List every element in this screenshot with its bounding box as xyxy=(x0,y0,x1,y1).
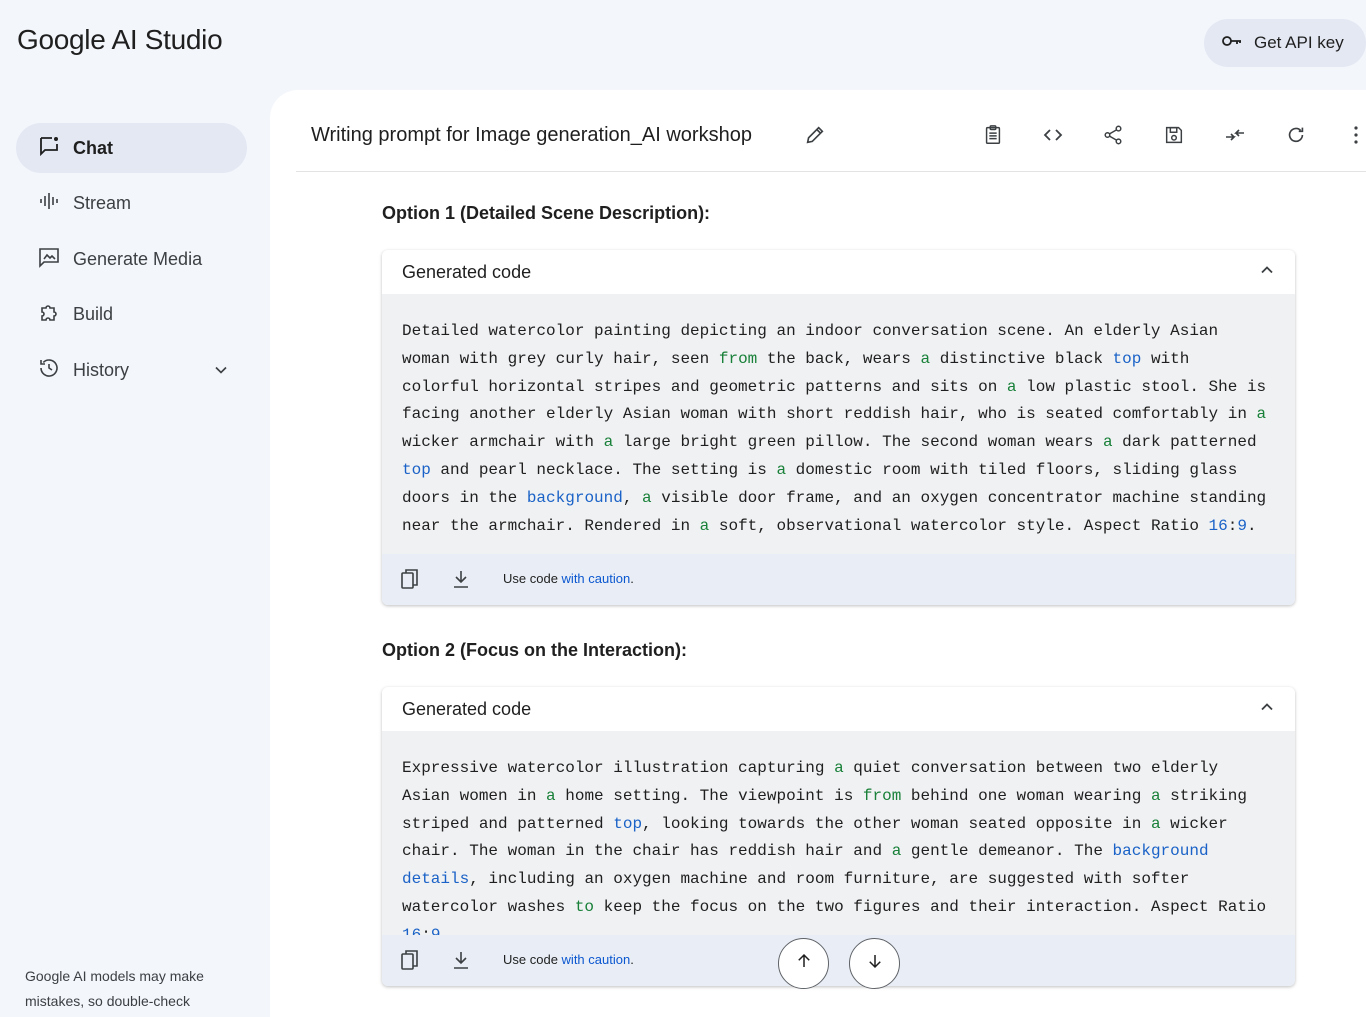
option1-heading: Option 1 (Detailed Scene Description): xyxy=(382,203,711,223)
compare-icon[interactable] xyxy=(1223,123,1247,147)
code-keyword: a xyxy=(1102,433,1113,452)
code-text: wicker armchair with xyxy=(402,433,604,452)
code-keyword: from xyxy=(862,786,902,805)
code-keyword: a xyxy=(891,842,902,861)
code-text: wicker chair. The woman in the chair has reddish hair and xyxy=(402,814,1228,861)
page-title: Writing prompt for Image generation_AI workshop xyxy=(311,124,752,146)
download-icon[interactable] xyxy=(451,568,471,595)
logo-product: AI Studio xyxy=(111,24,223,55)
code-keyword: a xyxy=(699,516,710,535)
sidebar-item-label: Chat xyxy=(73,137,113,158)
code-keyword: a xyxy=(920,349,931,368)
copy-icon[interactable] xyxy=(400,568,420,595)
code-text: gentle demeanor. The xyxy=(901,842,1113,861)
code-text: Expressive watercolor illustration capturing xyxy=(402,759,835,777)
code-text: domestic room with tiled floors, sliding glass doors in the xyxy=(402,460,1238,507)
code-card-footer xyxy=(382,554,1295,605)
code-keyword: a xyxy=(776,460,787,479)
download-icon[interactable] xyxy=(451,949,471,976)
code-text: striking striped and patterned xyxy=(402,786,1247,833)
chevron-up-icon[interactable] xyxy=(1257,260,1277,285)
code-literal: details xyxy=(402,870,470,889)
sidebar-item-label: Generate Media xyxy=(73,248,203,269)
clipboard-icon[interactable] xyxy=(981,123,1005,147)
code-text: behind one woman wearing xyxy=(901,786,1151,805)
code-keyword: to xyxy=(574,897,595,916)
code-keyword: a xyxy=(1150,814,1161,833)
code-literal: top xyxy=(613,814,643,833)
edit-title-icon[interactable] xyxy=(804,124,826,151)
chat-icon xyxy=(37,134,61,163)
code-card-header[interactable] xyxy=(382,250,1295,294)
code-text: : xyxy=(1227,516,1238,535)
code-text: and pearl necklace. The setting is xyxy=(430,460,777,479)
code-text: low plastic stool. She is facing another elderly Asian woman with short reddish hair, who is seated comfortably in xyxy=(402,377,1267,424)
code-text: home setting. The viewpoint is xyxy=(555,786,863,805)
disclaimer-text: Google AI models may make mistakes, so double-check xyxy=(25,968,204,1009)
caution-link[interactable]: with caution xyxy=(561,952,631,967)
code-card-header[interactable] xyxy=(382,687,1295,731)
code-literal: 16 xyxy=(1208,516,1228,535)
stream-icon xyxy=(37,189,61,218)
code-card-title: Generated code xyxy=(402,261,532,282)
sidebar-item-build[interactable] xyxy=(16,289,247,339)
code-block[interactable] xyxy=(382,731,1295,950)
code-literal: background xyxy=(526,488,623,507)
key-icon xyxy=(1220,29,1244,58)
code-text: , including an oxygen machine and room furniture, are suggested with softer watercolor washes xyxy=(402,870,1190,916)
code-literal: background xyxy=(1112,842,1209,861)
code-literal: top xyxy=(402,460,431,479)
copy-icon[interactable] xyxy=(400,949,420,976)
code-card-footer xyxy=(382,935,1295,986)
puzzle-icon xyxy=(37,300,61,329)
caution-prefix: Use code xyxy=(503,952,562,967)
sidebar xyxy=(0,90,270,1017)
get-api-key-label: Get API key xyxy=(1254,33,1344,52)
code-text: keep the focus on the two figures and their interaction. Aspect Ratio xyxy=(594,897,1267,916)
sidebar-item-label: Build xyxy=(73,303,114,324)
code-keyword: a xyxy=(1006,377,1017,396)
code-keyword: from xyxy=(718,349,758,368)
sidebar-item-generate-media[interactable] xyxy=(16,234,247,284)
code-keyword: a xyxy=(834,759,844,777)
code-keyword: a xyxy=(546,786,556,805)
code-text: visible door frame, and an oxygen concentrator machine standing near the armchair. Rendered in xyxy=(402,488,1267,535)
code-keyword: a xyxy=(642,488,652,507)
logo-google: Google xyxy=(17,24,106,55)
arrow-down-icon xyxy=(866,952,884,975)
main-header xyxy=(270,90,1366,172)
history-icon xyxy=(37,356,61,385)
sidebar-item-history[interactable] xyxy=(16,345,247,395)
code-text: dark patterned xyxy=(1112,433,1257,452)
code-text: large bright green pillow. The second woman wears xyxy=(613,433,1103,452)
arrow-up-icon xyxy=(795,952,813,975)
get-api-key-button[interactable] xyxy=(1204,19,1366,67)
sidebar-item-label: Stream xyxy=(73,192,132,213)
code-text: . xyxy=(1246,516,1257,535)
caution-link[interactable]: with caution xyxy=(561,571,631,586)
code-block[interactable] xyxy=(382,294,1295,540)
code-card-title: Generated code xyxy=(402,698,532,719)
code-card-1 xyxy=(382,250,1295,605)
sidebar-item-stream[interactable] xyxy=(16,178,247,228)
header-divider xyxy=(296,171,1366,172)
caution-prefix: Use code xyxy=(503,571,562,586)
code-text: soft, observational watercolor style. Aspect Ratio xyxy=(709,516,1209,535)
code-keyword: a xyxy=(1256,405,1267,424)
chevron-down-icon[interactable] xyxy=(211,360,231,385)
sidebar-item-label: History xyxy=(73,359,130,380)
code-literal: top xyxy=(1112,349,1142,368)
code-literal: 9 xyxy=(1237,516,1247,535)
option2-heading: Option 2 (Focus on the Interaction): xyxy=(382,640,687,660)
scroll-up-button[interactable] xyxy=(778,938,829,989)
code-card-2 xyxy=(382,687,1295,986)
code-text: Detailed watercolor painting depicting an indoor conversation scene. An elderly Asian woman with grey curly hair, seen xyxy=(402,322,1219,368)
app-logo[interactable] xyxy=(17,24,222,56)
code-text: distinctive black xyxy=(930,349,1113,368)
code-text: with colorful horizontal stripes and geometric patterns and sits on xyxy=(402,349,1190,396)
save-icon[interactable] xyxy=(1162,123,1186,147)
chevron-up-icon[interactable] xyxy=(1257,697,1277,722)
more-vert-icon[interactable] xyxy=(1344,123,1366,147)
code-keyword: a xyxy=(1150,786,1161,805)
code-text: quiet conversation between two elderly Asian women in xyxy=(402,759,1219,805)
code-text: the back, wears xyxy=(757,349,921,368)
sidebar-item-chat[interactable] xyxy=(16,123,247,173)
image-icon xyxy=(37,245,61,274)
main-panel xyxy=(270,90,1366,1017)
code-icon[interactable] xyxy=(1041,123,1065,147)
code-text: , looking towards the other woman seated opposite in xyxy=(642,814,1151,833)
code-keyword: a xyxy=(603,433,614,452)
code-text: , xyxy=(622,488,643,507)
caution-text xyxy=(503,571,634,586)
refresh-icon[interactable] xyxy=(1284,123,1308,147)
caution-suffix: . xyxy=(630,571,634,586)
share-icon[interactable] xyxy=(1101,123,1125,147)
caution-text xyxy=(503,952,634,967)
scroll-down-button[interactable] xyxy=(849,938,900,989)
caution-suffix: . xyxy=(630,952,634,967)
top-bar xyxy=(0,0,1366,90)
